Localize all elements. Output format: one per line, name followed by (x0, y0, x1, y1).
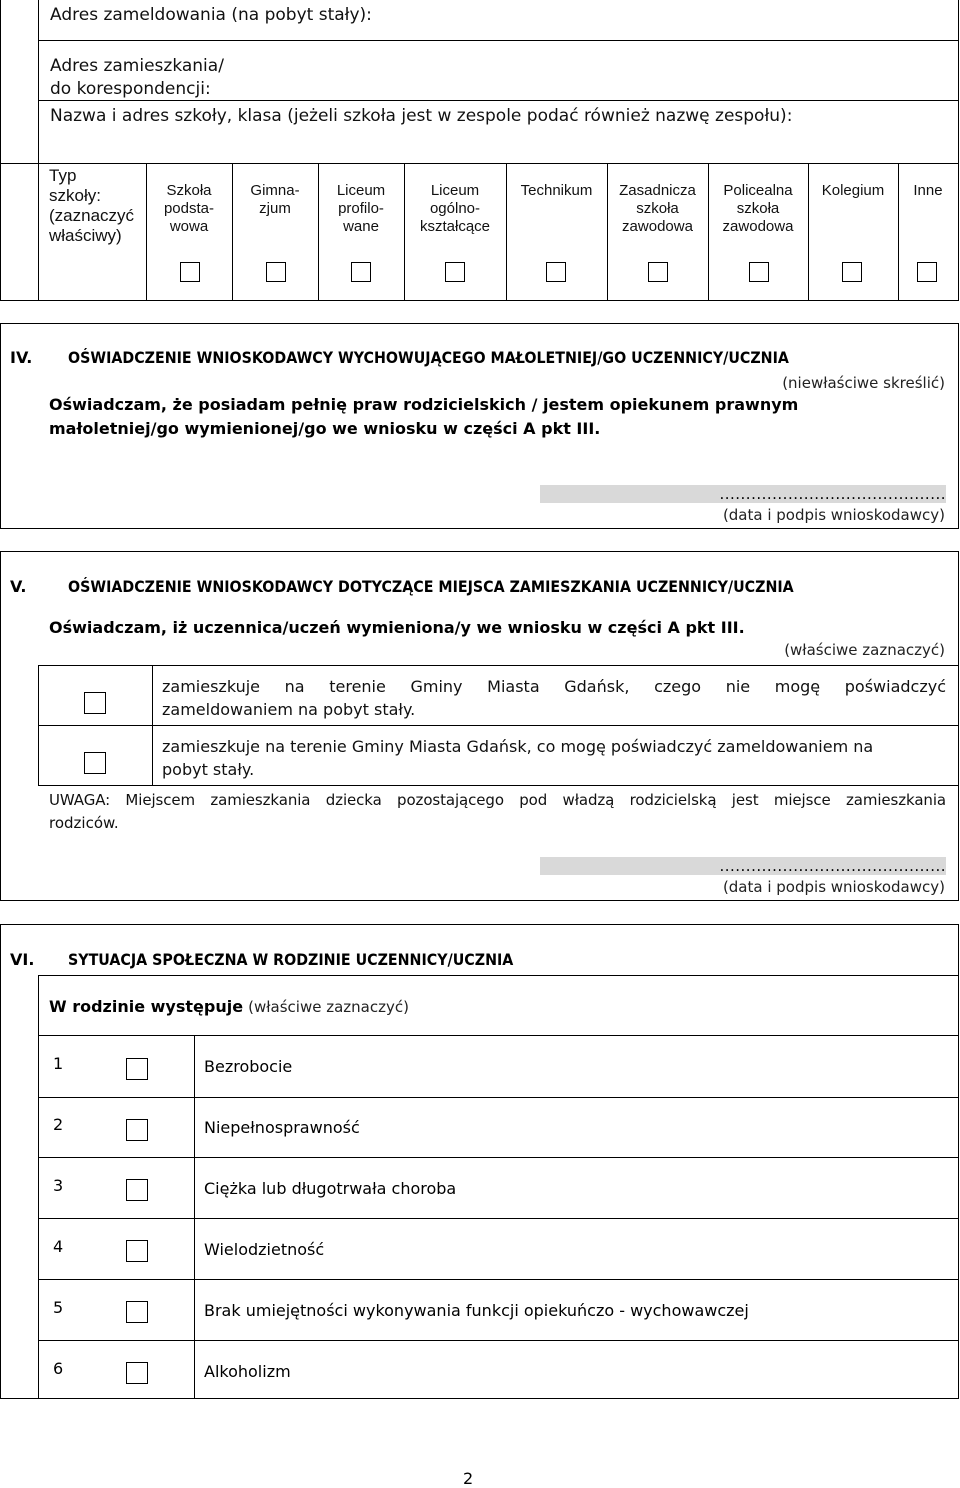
school-type-liceum-ogolnoksztalcace (404, 182, 506, 236)
checkbox-family-item[interactable] (126, 1119, 148, 1141)
checkbox-inne[interactable] (917, 262, 937, 282)
section-v-statement: Oświadczam, iż uczennica/uczeń wymieniona/y we wniosku w części A pkt III. (49, 618, 745, 637)
section-iv-signature-label: (data i podpis wnioskodawcy) (722, 506, 945, 524)
school-type-policealna (708, 182, 808, 236)
family-item-number: 2 (53, 1115, 64, 1134)
school-type-label-l0: Typ (49, 166, 77, 185)
family-item-number: 1 (53, 1054, 64, 1073)
family-item-number: 6 (53, 1359, 64, 1378)
family-item-label: Ciężka lub długotrwała choroba (204, 1179, 457, 1198)
section-vi-subtitle (49, 997, 409, 1016)
checkbox-family-item[interactable] (126, 1362, 148, 1384)
school-type-kolegium (808, 182, 898, 200)
section-iv-statement-line2: małoletniej/go wymienionej/go we wniosku w części A pkt III. (49, 419, 601, 438)
residence-option-1-line2: zameldowaniem na pobyt stały. (162, 700, 416, 719)
family-item-number: 4 (53, 1237, 64, 1256)
section-iv-signature-dots: ........................................... (540, 485, 946, 503)
checkbox-residence-option-1[interactable] (84, 692, 106, 714)
list-item (38, 1279, 958, 1340)
residence-option-2-line2: pobyt stały. (162, 760, 255, 779)
school-type-label-line: Kolegium (821, 182, 885, 199)
section-vi-subtitle-text: W rodzinie występuje (49, 997, 244, 1016)
family-item-number: 5 (53, 1298, 64, 1317)
residence-address-label (50, 55, 224, 101)
residence-option-1-line1: zamieszkuje na terenie Gminy Miasta Gdańsk, czego nie mogę poświadczyć (162, 677, 946, 696)
list-item (38, 1035, 958, 1097)
school-type-inne (898, 182, 958, 200)
school-type-label-line: zawodowa (722, 218, 794, 235)
family-item-label: Wielodzietność (204, 1240, 325, 1259)
registered-address-label: Adres zameldowania (na pobyt stały): (50, 5, 372, 25)
list-item (38, 1157, 958, 1218)
school-type-zasadnicza (607, 182, 708, 236)
school-type-label (49, 166, 134, 246)
school-type-liceum-profilowane (318, 182, 404, 236)
checkbox-technikum[interactable] (546, 262, 566, 282)
checkbox-kolegium[interactable] (842, 262, 862, 282)
checkbox-szkola-podstawowa[interactable] (180, 262, 200, 282)
school-type-label-line: Policealna (723, 182, 793, 199)
section-v-title: OŚWIADCZENIE WNIOSKODAWCY DOTYCZĄCE MIEJSCA ZAMIESZKANIA UCZENNICY/UCZNIA (68, 577, 794, 596)
school-type-label-line: Szkoła (166, 182, 212, 199)
residence-option-1-text (162, 675, 946, 721)
school-type-label-l3: właściwy) (49, 226, 122, 245)
school-type-label-line: zjum (259, 200, 291, 217)
checkbox-family-item[interactable] (126, 1301, 148, 1323)
school-type-technikum (506, 182, 607, 200)
checkbox-residence-option-2[interactable] (84, 752, 106, 774)
checkbox-family-item[interactable] (126, 1179, 148, 1201)
school-type-label-line: szkoła (636, 200, 679, 217)
checkbox-family-item[interactable] (126, 1240, 148, 1262)
section-vi-subtitle-note: (właściwe zaznaczyć) (248, 998, 409, 1016)
school-name-label: Nazwa i adres szkoły, klasa (jeżeli szkoła jest w zespole podać również nazwę zespołu): (50, 106, 793, 126)
section-v-signature-dots: ........................................... (540, 857, 946, 875)
school-type-gimnazjum (232, 182, 318, 218)
section-vi-number: VI. (10, 950, 35, 969)
residence-label-line2: do korespondencji: (50, 79, 211, 99)
family-item-label: Bezrobocie (204, 1057, 293, 1076)
residence-label-line1: Adres zamieszkania/ (50, 56, 224, 76)
school-type-label-line: wowa (169, 218, 209, 235)
checkbox-zasadnicza[interactable] (648, 262, 668, 282)
school-type-label-l2: (zaznaczyć (49, 206, 135, 225)
page-number: 2 (463, 1469, 474, 1488)
school-type-label-line: Technikum (520, 182, 593, 199)
school-type-label-line: szkoła (736, 200, 780, 217)
section-v-signature-label: (data i podpis wnioskodawcy) (722, 878, 945, 896)
school-type-label-line: Liceum (336, 182, 386, 199)
family-item-label: Alkoholizm (204, 1362, 291, 1381)
section-iv-number: IV. (10, 348, 33, 367)
school-type-label-line: Zasadnicza (619, 182, 696, 199)
section-iv-statement-line1: Oświadczam, że posiadam pełnię praw rodzicielskich / jestem opiekunem prawnym (49, 395, 799, 414)
section-v-warning-line2: rodziców. (49, 814, 119, 832)
school-type-label-line: kształcące (419, 218, 491, 235)
residence-option-2-text (162, 735, 946, 781)
checkbox-liceum-ogolnoksztalcace[interactable] (445, 262, 465, 282)
school-type-label-line: Liceum (430, 182, 480, 199)
section-iv-note: (niewłaściwe skreślić) (782, 374, 945, 392)
school-type-label-line: ogólno- (429, 200, 481, 217)
section-iv-statement (49, 393, 798, 441)
school-type-label-line: podsta- (163, 200, 215, 217)
list-item (38, 1097, 958, 1157)
school-type-label-line: Inne (913, 182, 943, 199)
residence-option-2-line1: zamieszkuje na terenie Gminy Miasta Gdańsk, co mogę poświadczyć zameldowaniem na (162, 737, 874, 756)
school-type-label-line: profilo- (338, 200, 384, 217)
list-item (38, 1340, 958, 1398)
section-iv-title: OŚWIADCZENIE WNIOSKODAWCY WYCHOWUJĄCEGO MAŁOLETNIEJ/GO UCZENNICY/UCZNIA (68, 348, 789, 367)
school-type-label-l1: szkoły: (49, 186, 101, 205)
section-v-number: V. (10, 577, 27, 596)
school-type-podstawowa (146, 182, 232, 236)
school-type-label-line: wane (343, 218, 379, 235)
school-type-label-line: zawodowa (622, 218, 693, 235)
checkbox-family-item[interactable] (126, 1058, 148, 1080)
family-item-label: Brak umiejętności wykonywania funkcji opiekuńczo - wychowawczej (204, 1301, 749, 1320)
list-item (38, 1218, 958, 1279)
section-v-note: (właściwe zaznaczyć) (784, 641, 945, 659)
school-type-label-line: Gimna- (250, 182, 300, 199)
checkbox-gimnazjum[interactable] (266, 262, 286, 282)
checkbox-liceum-profilowane[interactable] (351, 262, 371, 282)
family-item-label: Niepełnosprawność (204, 1118, 360, 1137)
checkbox-policealna[interactable] (749, 262, 769, 282)
section-v-warning-line1: UWAGA: Miejscem zamieszkania dziecka pozostającego pod władzą rodzicielską jest miejsce zamieszkania (49, 791, 946, 809)
section-vi-title: SYTUACJA SPOŁECZNA W RODZINIE UCZENNICY/UCZNIA (68, 950, 514, 969)
family-item-number: 3 (53, 1176, 64, 1195)
section-v-warning (49, 789, 946, 835)
